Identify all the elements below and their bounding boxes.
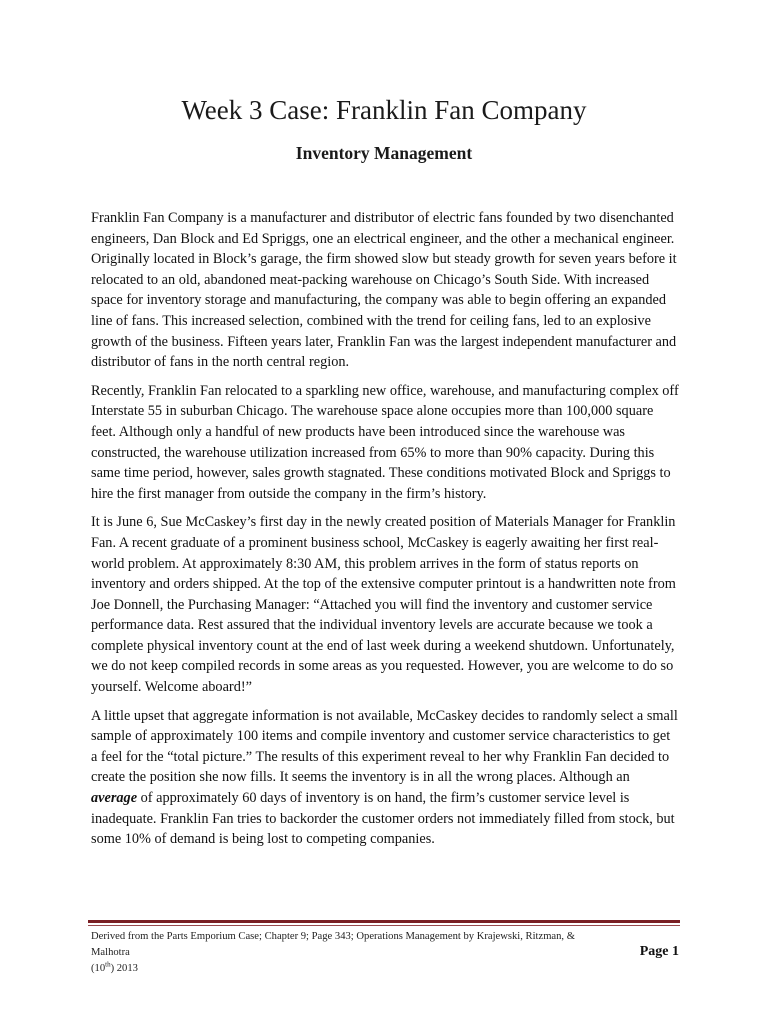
footer-edition-close: ) 2013 [110, 963, 138, 974]
paragraph-2: Recently, Franklin Fan relocated to a sparkling new office, warehouse, and manufacturing complex off Interstate 55 in suburban Chicago. The warehouse space alone occupies more than 100,000 square feet. Although only a handful of new products have been introduced since the warehouse was constructed, the warehouse utilization increased from 65% to more than 90% capacity. During this same time period, however, sales growth stagnated. These conditions motivated Block and Spriggs to hire the first manager from outside the company in the firm’s history. [91, 382, 679, 502]
document-body [91, 208, 679, 858]
paragraph-4-text-after: of approximately 60 days of inventory is on hand, the firm’s customer service level is inadequate. Franklin Fan tries to backorder the customer orders not immediately filled from stock, but some 10% of demand is being lost to competing companies. [91, 790, 675, 848]
paragraph-3: It is June 6, Sue McCaskey’s first day in the newly created position of Materials Manager for Franklin Fan. A recent graduate of a prominent business school, McCaskey is eagerly awaiting her first real-world problem. At approximately 8:30 AM, this problem arrives in the form of status reports on inventory and orders shipped. At the top of the extensive computer printout is a handwritten note from Joe Donnell, the Purchasing Manager: “Attached you will find the inventory and customer service performance data. Rest assured that the individual inventory levels are accurate because we took a complete physical inventory count at the end of last week during a weekend shutdown. Unfortunately, we do not keep compiled records in some areas as you requested. However, you are welcome to do so yourself. Welcome aboard!” [91, 514, 676, 696]
footer-citation-line1: Derived from the Parts Emporium Case; Chapter 9; Page 343; Operations Management by Krajewski, Ritzman, & Malhotra [91, 931, 575, 958]
footer-citation-line2 [91, 961, 591, 977]
footer-citation [91, 929, 591, 977]
footer-rule-thick [88, 920, 680, 923]
document-subtitle: Inventory Management [295, 143, 473, 163]
paragraph-1: Franklin Fan Company is a manufacturer and distributor of electric fans founded by two disenchanted engineers, Dan Block and Ed Spriggs, one an electrical engineer, and the other a mechanical engineer. Originally located in Block’s garage, the firm showed slow but steady growth for seven years before it relocated to an old, abandoned meat-packing warehouse on Chicago’s South Side. With increased space for inventory storage and manufacturing, the company was able to begin offering an expanded line of fans. This increased selection, combined with the trend for ceiling fans, led to an explosive growth of the business. Fifteen years later, Franklin Fan was the largest independent manufacturer and distributor of fans in the north central region. [91, 210, 677, 371]
paragraph-4 [91, 706, 679, 850]
paragraph-4-text-before: A little upset that aggregate information is not available, McCaskey decides to randomly select a small sample of approximately 100 items and compile inventory and customer service characteristics to get a feel for the “total picture.” The results of this experiment reveal to her why Franklin Fan decided to create the position she now fills. It seems the inventory is in all the wrong places. Although an [91, 707, 678, 786]
footer-rule-thin [88, 925, 680, 926]
page-number: Page 1 [639, 944, 679, 959]
footer-edition-sup: th [105, 960, 111, 969]
document-title: Week 3 Case: Franklin Fan Company [181, 95, 587, 125]
footer-edition-open: (10 [91, 963, 106, 974]
paragraph-4-emphasis: average [91, 790, 138, 807]
